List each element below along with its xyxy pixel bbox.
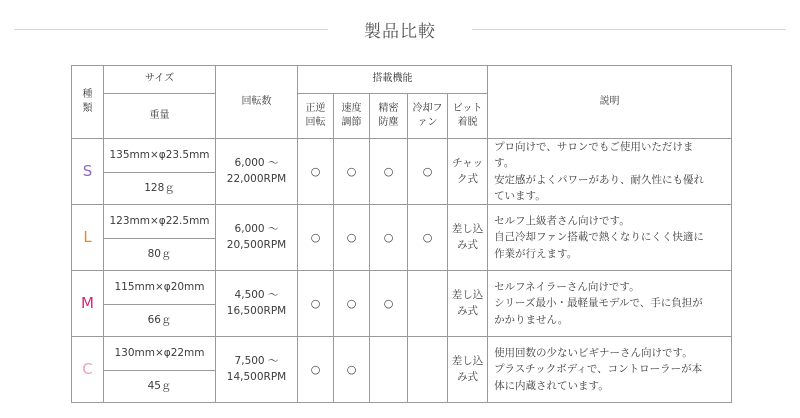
feature-mark: ○: [334, 205, 370, 271]
size-header: サイズ: [104, 66, 216, 94]
model-size: 130mm×φ22mm: [104, 337, 216, 371]
feature-mark: ○: [370, 139, 408, 205]
feature-mark: ○: [298, 337, 334, 403]
model-description: セルフ上級者さん向けです。 自己冷却ファン搭載で熱くなりにくく快適に 作業が行えます。: [488, 205, 732, 271]
model-size: 115mm×φ20mm: [104, 271, 216, 305]
feature-mark: ○: [334, 139, 370, 205]
model-rpm: 4,500 ～ 16,500RPM: [216, 271, 298, 337]
feature-mark: ○: [370, 205, 408, 271]
heading-rule-left: [14, 29, 328, 30]
feature-mark: ○: [370, 271, 408, 337]
feature-mark: [408, 337, 448, 403]
feature-mark: [370, 337, 408, 403]
feature-mark: ○: [298, 271, 334, 337]
feature-header-bit: ビット 着脱: [448, 94, 488, 139]
feature-header-speed: 速度 調節: [334, 94, 370, 139]
weight-header: 重量: [104, 94, 216, 139]
bit-type: 差し込 み式: [448, 205, 488, 271]
model-description: セルフネイラーさん向けです。 シリーズ最小・最軽量モデルで、手に負担が かかりません。: [488, 271, 732, 337]
model-weight: 80ｇ: [104, 239, 216, 271]
feature-mark: ○: [408, 139, 448, 205]
model-size: 135mm×φ23.5mm: [104, 139, 216, 173]
feature-mark: ○: [298, 205, 334, 271]
model-size: 123mm×φ22.5mm: [104, 205, 216, 239]
model-weight: 128ｇ: [104, 173, 216, 205]
model-row: [72, 337, 732, 371]
feature-header-fan: 冷却フ ァン: [408, 94, 448, 139]
description-header: 説明: [488, 66, 732, 139]
page-title: 製品比較: [364, 21, 436, 42]
features-header: 搭載機能: [298, 66, 488, 94]
feature-mark: ○: [298, 139, 334, 205]
model-kind: C: [72, 337, 104, 403]
section-heading: [14, 16, 786, 42]
feature-header-reverse: 正逆 回転: [298, 94, 334, 139]
model-kind: S: [72, 139, 104, 205]
feature-mark: ○: [334, 337, 370, 403]
header-row: [72, 66, 732, 94]
model-row: [72, 139, 732, 173]
heading-rule-right: [472, 29, 786, 30]
model-rpm: 6,000 ～ 22,000RPM: [216, 139, 298, 205]
model-weight: 45ｇ: [104, 371, 216, 403]
model-weight: 66ｇ: [104, 305, 216, 337]
rpm-header: 回転数: [216, 66, 298, 139]
feature-header-dustproof: 精密 防塵: [370, 94, 408, 139]
model-rpm: 7,500 ～ 14,500RPM: [216, 337, 298, 403]
feature-mark: [408, 271, 448, 337]
feature-mark: ○: [408, 205, 448, 271]
bit-type: 差し込 み式: [448, 337, 488, 403]
model-description: プロ向けで、サロンでもご使用いただけま す。 安定感がよくパワーがあり、耐久性にも優れ ています。: [488, 139, 732, 205]
model-rpm: 6,000 ～ 20,500RPM: [216, 205, 298, 271]
comparison-table: [71, 65, 732, 403]
model-kind: L: [72, 205, 104, 271]
model-row: [72, 271, 732, 305]
model-row: [72, 205, 732, 239]
feature-mark: ○: [334, 271, 370, 337]
kind-header: 種 類: [72, 66, 104, 139]
model-kind: M: [72, 271, 104, 337]
model-description: 使用回数の少ないビギナーさん向けです。 プラスチックボディで、コントローラーが本 体に内蔵されています。: [488, 337, 732, 403]
bit-type: 差し込 み式: [448, 271, 488, 337]
bit-type: チャッ ク式: [448, 139, 488, 205]
